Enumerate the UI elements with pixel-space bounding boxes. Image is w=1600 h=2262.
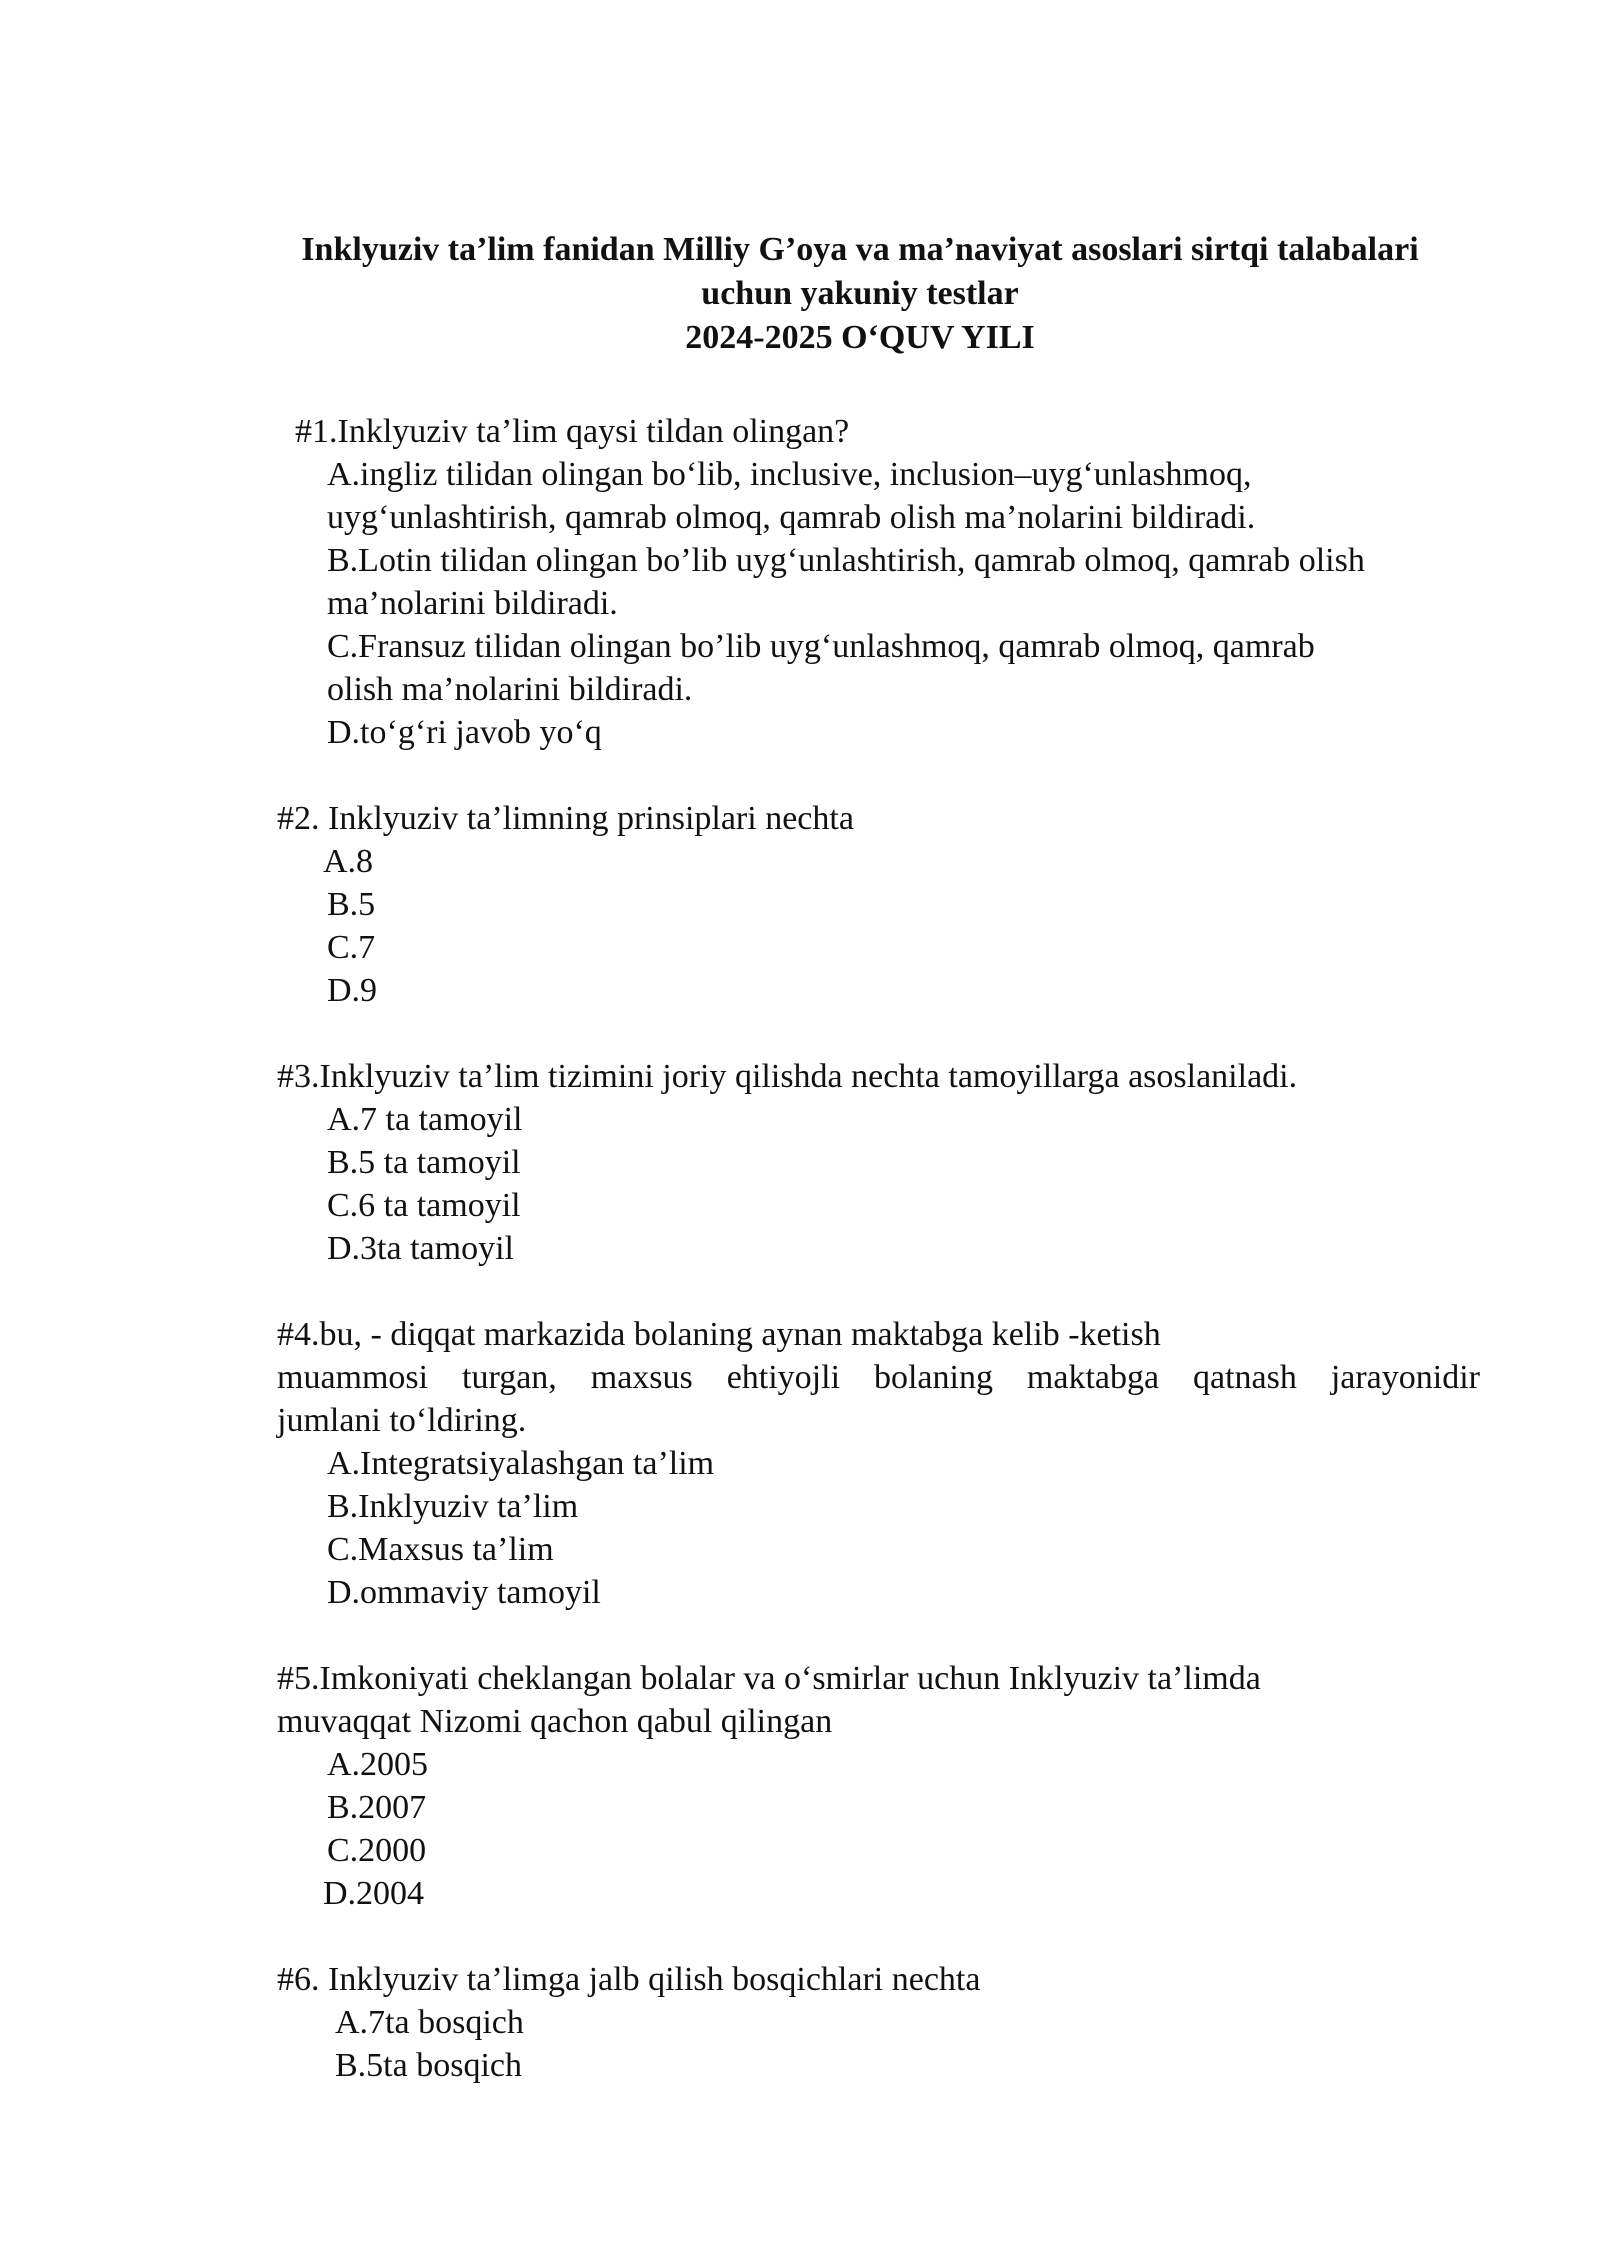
question-text: #1.Inklyuziv ta’lim qaysi tildan olingan?	[295, 413, 850, 450]
question-text-line-3: jumlani to‘ldiring.	[277, 1402, 527, 1439]
option-a: A.2005	[327, 1746, 429, 1783]
question-text-line-2: muammosi turgan, maxsus ehtiyojli bolaning maktabga qatnash jarayonidir	[277, 1359, 1480, 1396]
option-b-line-2: ma’nolarini bildiradi.	[327, 585, 618, 622]
header-title-line-1: Inklyuziv ta’lim fanidan Milliy G’oya va ma’naviyat asoslari sirtqi talabalari	[301, 231, 1419, 268]
option-a: A.Integratsiyalashgan ta’lim	[327, 1445, 715, 1482]
option-d: D.to‘g‘ri javob yo‘q	[327, 714, 602, 751]
question-text-line-1: #5.Imkoniyati cheklangan bolalar va o‘smirlar uchun Inklyuziv ta’limda	[277, 1660, 1261, 1697]
question-text: #3.Inklyuziv ta’lim tizimini joriy qilishda nechta tamoyillarga asoslaniladi.	[277, 1058, 1298, 1095]
option-c: C.7	[327, 929, 376, 966]
option-b: B.2007	[327, 1789, 427, 1826]
option-d: D.9	[327, 972, 378, 1009]
option-b: B.5 ta tamoyil	[327, 1144, 521, 1181]
header-title-line-2: uchun yakuniy testlar	[701, 275, 1019, 312]
option-a: A.7 ta tamoyil	[327, 1101, 523, 1138]
document-header	[200, 228, 1520, 360]
option-a: A.7ta bosqich	[335, 2004, 524, 2041]
option-c: C.Maxsus ta’lim	[327, 1531, 554, 1568]
header-academic-year: 2024-2025 O‘QUV YILI	[685, 319, 1035, 356]
question-text: #6. Inklyuziv ta’limga jalb qilish bosqichlari nechta	[277, 1961, 981, 1998]
option-b: B.Inklyuziv ta’lim	[327, 1488, 579, 1525]
option-a: A.8	[323, 843, 374, 880]
option-b-line-1: B.Lotin tilidan olingan bo’lib uyg‘unlashtirish, qamrab olmoq, qamrab olish	[327, 542, 1365, 579]
option-c-line-2: olish ma’nolarini bildiradi.	[327, 671, 693, 708]
option-d: D.3ta tamoyil	[327, 1230, 514, 1267]
question-text-line-2: muvaqqat Nizomi qachon qabul qilingan	[277, 1703, 833, 1740]
option-c: C.2000	[327, 1832, 427, 1869]
question-text-line-1: #4.bu, - diqqat markazida bolaning aynan maktabga kelib -ketish	[277, 1316, 1161, 1353]
option-c: C.6 ta tamoyil	[327, 1187, 521, 1224]
option-a-line-1: A.ingliz tilidan olingan bo‘lib, inclusive, inclusion–uyg‘unlashmoq,	[327, 456, 1252, 493]
option-d: D.ommaviy tamoyil	[327, 1574, 601, 1611]
option-d: D.2004	[323, 1875, 425, 1912]
option-b: B.5	[327, 886, 376, 923]
question-text: #2. Inklyuziv ta’limning prinsiplari nechta	[277, 800, 854, 837]
option-c-line-1: C.Fransuz tilidan olingan bo’lib uyg‘unlashmoq, qamrab olmoq, qamrab	[327, 628, 1315, 665]
option-b: B.5ta bosqich	[335, 2047, 522, 2084]
option-a-line-2: uyg‘unlashtirish, qamrab olmoq, qamrab olish ma’nolarini bildiradi.	[327, 499, 1256, 536]
